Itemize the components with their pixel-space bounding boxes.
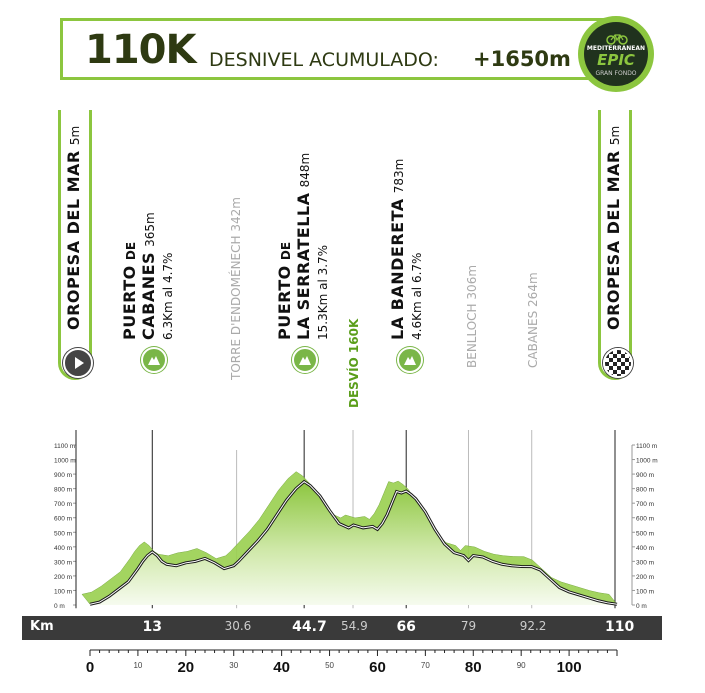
km-mark: 13 bbox=[142, 619, 163, 635]
y-tick-label-right: 400 m bbox=[636, 544, 655, 552]
x-tick-label-major: 100 bbox=[556, 659, 582, 676]
endomenech-label: TORRE D'ENDOMÉNECH 342m bbox=[229, 197, 243, 380]
y-tick-label-right: 300 m bbox=[636, 559, 655, 567]
y-tick-label-right: 1100 m bbox=[636, 443, 658, 450]
cabanes-town-label: CABANES 264m bbox=[526, 272, 540, 368]
y-tick-label-left: 200 m bbox=[54, 573, 73, 581]
y-tick-label-left: 500 m bbox=[54, 530, 73, 538]
y-tick-label-left: 700 m bbox=[54, 501, 73, 509]
km-mark: 79 bbox=[460, 619, 477, 633]
play-icon bbox=[63, 348, 93, 378]
y-tick-label-right: 500 m bbox=[636, 530, 655, 538]
y-tick-label-left: 400 m bbox=[54, 544, 73, 552]
x-tick-label-major: 0 bbox=[85, 659, 95, 676]
y-tick-label-right: 0 m bbox=[636, 603, 647, 610]
km-mark: 44.7 bbox=[292, 619, 327, 635]
checkered-flag-icon bbox=[603, 348, 633, 378]
elevation-gain-label: DESNIVEL ACUMULADO: bbox=[209, 49, 439, 71]
km-bar-label: Km bbox=[30, 619, 54, 634]
y-tick-label-left: 800 m bbox=[54, 486, 73, 494]
y-tick-label-left: 0 m bbox=[54, 603, 65, 610]
km-mark: 110 bbox=[605, 619, 635, 635]
y-tick-label-right: 600 m bbox=[636, 515, 655, 523]
x-tick-label-minor: 70 bbox=[420, 661, 430, 670]
mountain-icon bbox=[141, 347, 167, 373]
logo-text-top: MEDITERRANEAN bbox=[586, 45, 646, 52]
km-mark: 30.6 bbox=[224, 619, 252, 633]
km-bar bbox=[22, 616, 662, 640]
serratella-climb-label: PUERTO DE LA SERRATELLA 848m 15.3Km al 3.7% bbox=[275, 152, 330, 340]
x-tick-label-major: 80 bbox=[464, 659, 482, 676]
x-tick-label-minor: 90 bbox=[516, 661, 526, 670]
y-tick-label-left: 1000 m bbox=[54, 457, 76, 465]
y-tick-label-right: 1000 m bbox=[636, 457, 658, 465]
total-distance: 110K bbox=[85, 27, 196, 73]
y-tick-label-right: 800 m bbox=[636, 486, 655, 494]
bandereta-climb-label: LA BANDERETA 783m 4.6Km al 6.7% bbox=[388, 158, 424, 340]
elevation-gain-value: +1650m bbox=[473, 47, 571, 71]
x-tick-label-major: 40 bbox=[273, 659, 290, 676]
mountain-icon bbox=[397, 347, 423, 373]
elevation-chart bbox=[0, 430, 705, 693]
km-mark: 92.2 bbox=[519, 619, 547, 633]
finish-label: OROPESA DEL MAR 5m bbox=[604, 125, 623, 330]
y-tick-label-right: 900 m bbox=[636, 472, 655, 480]
y-tick-label-left: 900 m bbox=[54, 472, 73, 480]
header-box bbox=[60, 18, 620, 80]
mountain-icon bbox=[292, 347, 318, 373]
y-tick-label-right: 700 m bbox=[636, 501, 655, 509]
y-tick-label-left: 100 m bbox=[54, 588, 73, 596]
x-tick-label-minor: 10 bbox=[133, 661, 143, 670]
y-tick-label-right: 100 m bbox=[636, 588, 655, 596]
x-tick-label-minor: 30 bbox=[229, 661, 239, 670]
detour-label: DESVÍO 160K bbox=[347, 318, 361, 408]
km-mark: 66 bbox=[396, 619, 416, 635]
x-tick-label-major: 20 bbox=[177, 659, 195, 676]
y-tick-label-left: 300 m bbox=[54, 559, 73, 567]
km-mark: 54.9 bbox=[341, 619, 368, 633]
y-tick-label-right: 200 m bbox=[636, 573, 655, 581]
cabanes-climb-label: PUERTO DE CABANES 365m 6.3Km al 4.7% bbox=[120, 212, 175, 340]
event-logo bbox=[578, 16, 654, 92]
y-tick-label-left: 600 m bbox=[54, 515, 73, 523]
logo-text-main: EPIC bbox=[597, 51, 635, 69]
x-tick-label-major: 60 bbox=[369, 659, 386, 676]
x-tick-label-minor: 50 bbox=[325, 661, 334, 670]
benlloch-label: BENLLOCH 306m bbox=[465, 264, 479, 368]
logo-text-bottom: GRAN FONDO bbox=[595, 70, 637, 77]
y-tick-label-left: 1100 m bbox=[54, 443, 76, 450]
start-label: OROPESA DEL MAR 5m bbox=[64, 125, 83, 330]
